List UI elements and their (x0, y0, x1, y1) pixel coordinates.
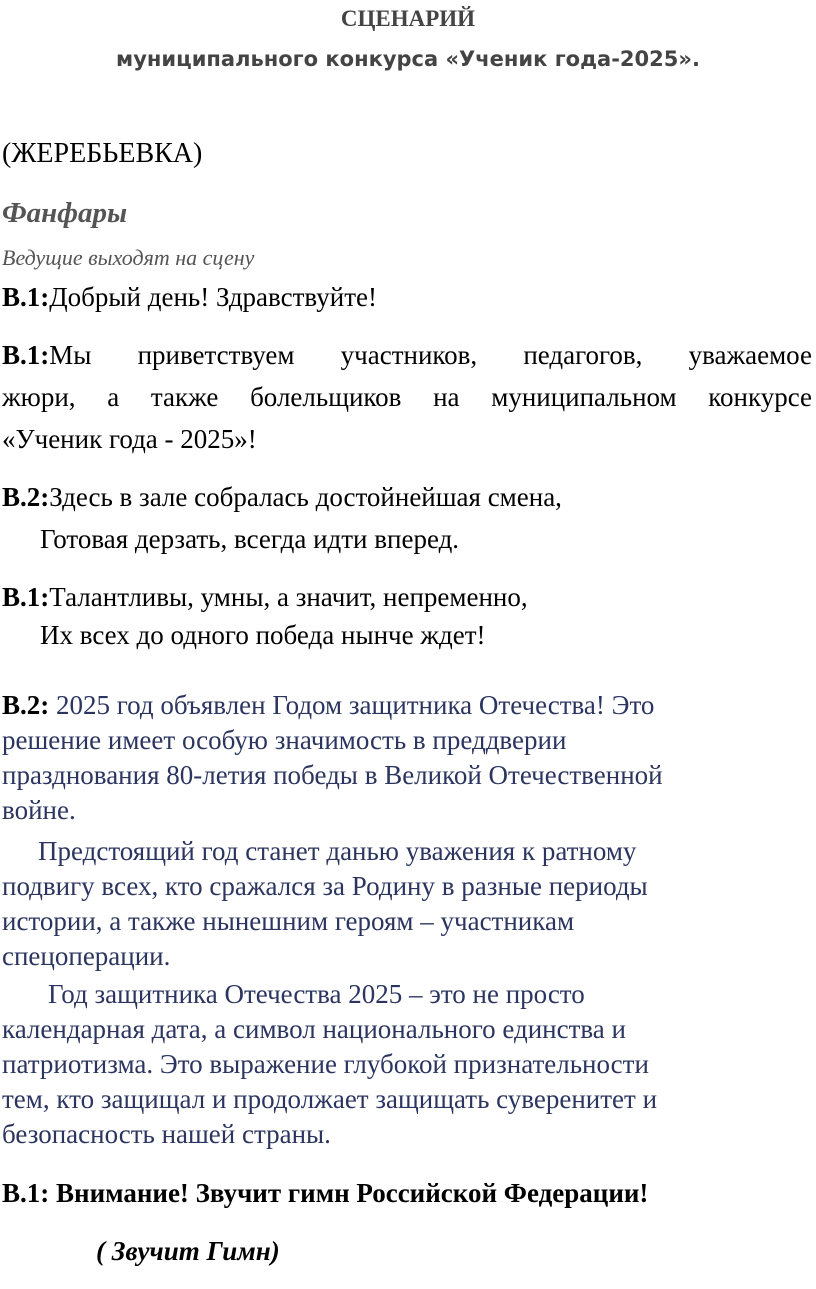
speaker-label: В.2: (2, 482, 50, 512)
script-line-5-row-6: подвигу всех, кто сражался за Родину в разные периоды (2, 871, 648, 901)
script-line-6: В.1: Внимание! Звучит гимн Российской Федерации! (2, 1178, 649, 1208)
script-line-5-row-11: патриотизма. Это выражение глубокой признательности (2, 1049, 649, 1079)
script-line-5-row-10: календарная дата, а символ национального единства и (2, 1014, 626, 1044)
line-text: Добрый день! Здравствуйте! (49, 282, 377, 312)
script-line-2-row-2: жюри, а также болельщиков на муниципальном конкурсе (2, 382, 812, 412)
script-line-1 (2, 280, 377, 314)
script-line-5-row-7: истории, а также нынешним героям – участникам (2, 906, 575, 936)
script-line-5-row-8: спецоперации. (2, 941, 171, 971)
script-line-4-row-2: Их всех до одного победа нынче ждет! (40, 620, 486, 650)
line-text: Здесь в зале собралась достойнейшая смена, (49, 482, 562, 512)
script-line-5-row-1 (2, 688, 654, 722)
speaker-label: В.1: (2, 340, 50, 370)
document-title: СЦЕНАРИЙ (340, 6, 476, 31)
script-line-3-row-1 (2, 480, 562, 514)
script-line-5-row-3: празднования 80-летия победы в Великой Отечественной (2, 760, 663, 790)
script-line-4-row-1 (2, 580, 528, 614)
script-line-3-row-2: Готовая дерзать, всегда идти вперед. (40, 524, 460, 554)
speaker-label: В.2: (2, 690, 50, 720)
line-text: Мы приветствуем участников, педагогов, уважаемое (49, 340, 812, 370)
draw-heading: (ЖЕРЕБЬЕВКА) (2, 138, 203, 169)
script-line-2-row-1 (2, 338, 812, 372)
script-line-5-row-9: Год защитника Отечества 2025 – это не просто (48, 979, 585, 1009)
speaker-label: В.1: (2, 582, 50, 612)
anthem-direction: ( Звучит Гимн) (96, 1236, 280, 1266)
script-line-2-row-3: «Ученик года - 2025»! (2, 424, 257, 454)
speaker-label: В.1: (2, 282, 50, 312)
script-line-5-row-13: безопасность нашей страны. (2, 1119, 331, 1149)
stage-direction: Ведущие выходят на сцену (2, 245, 255, 270)
fanfare-heading: Фанфары (2, 197, 128, 229)
line-text: 2025 год объявлен Годом защитника Отечества! Это (49, 690, 655, 720)
script-line-5-row-12: тем, кто защищал и продолжает защищать суверенитет и (2, 1084, 658, 1114)
script-line-5-row-4: войне. (2, 795, 76, 825)
script-line-5-row-5: Предстоящий год станет данью уважения к ратному (38, 836, 637, 866)
script-line-5-row-2: решение имеет особую значимость в преддверии (2, 725, 567, 755)
line-text: Талантливы, умны, а значит, непременно, (49, 582, 528, 612)
document-subtitle: муниципального конкурса «Ученик года-2025». (116, 47, 700, 71)
